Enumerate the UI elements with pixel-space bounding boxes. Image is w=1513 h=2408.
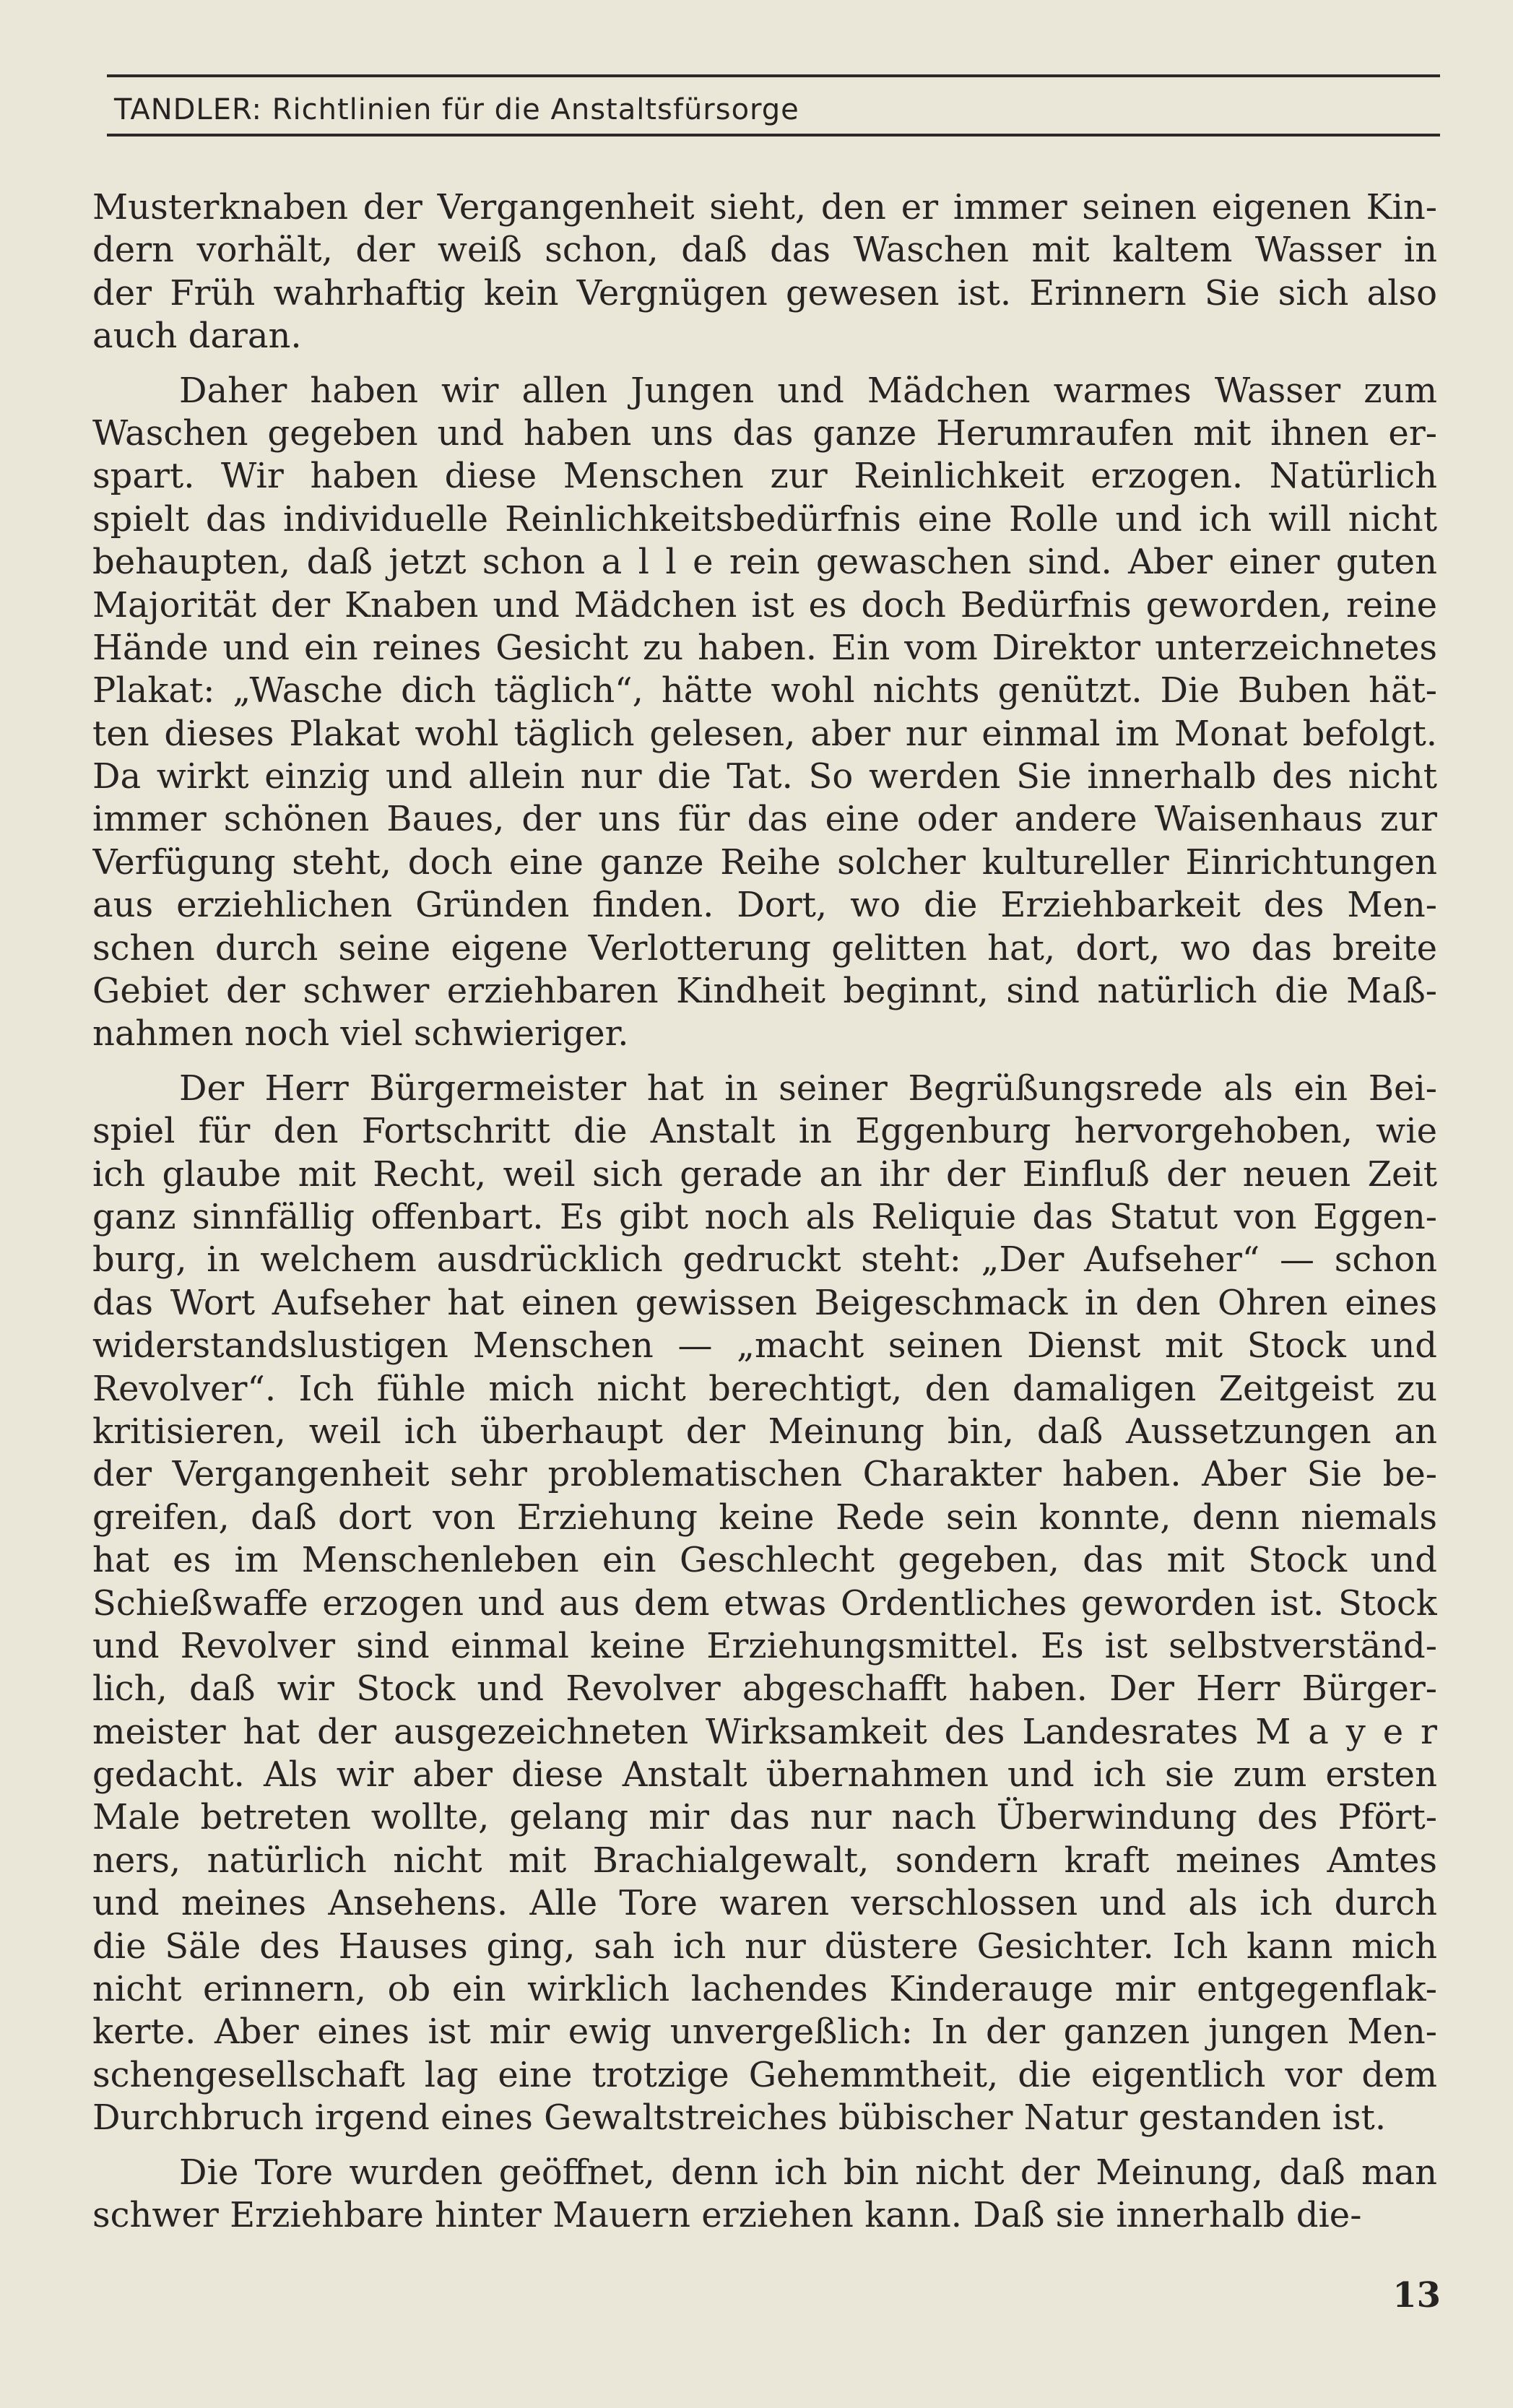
text-line: Die Tore wurden geöffnet, denn ich bin nicht der Meinung, daß man (179, 2152, 1437, 2193)
text-line: Schießwaffe erzogen und aus dem etwas Ordentliches geworden ist. Stock (92, 1582, 1437, 1624)
page-number: 13 (1392, 2275, 1441, 2316)
text-line: Male betreten wollte, gelang mir das nur nach Überwindung des Pfört- (92, 1797, 1437, 1838)
text-line: Waschen gegeben und haben uns das ganze Herumraufen mit ihnen er- (92, 412, 1437, 454)
text-line: Musterknaben der Vergangenheit sieht, den er immer seinen eigenen Kin- (92, 187, 1437, 228)
header-author: TANDLER (114, 93, 252, 126)
text-line: Gebiet der schwer erziehbaren Kindheit beginnt, sind natürlich die Maß- (92, 971, 1437, 1012)
text-line: nahmen noch viel schwieriger. (92, 1013, 629, 1054)
text-line: greifen, daß dort von Erziehung keine Rede sein konnte, denn niemals (92, 1497, 1437, 1538)
text-line: burg, in welchem ausdrücklich gedruckt steht: „Der Aufseher“ — schon (92, 1239, 1437, 1281)
text-line: ich glaube mit Recht, weil sich gerade an ihr der Einfluß der neuen Zeit (92, 1153, 1437, 1195)
text-line: meister hat der ausgezeichneten Wirksamkeit des Landesrates M a y e r (92, 1711, 1437, 1752)
paragraph-gap (92, 2140, 1437, 2152)
text-line: gedacht. Als wir aber diese Anstalt übernahmen und ich sie zum ersten (92, 1754, 1437, 1796)
text-line: der Früh wahrhaftig kein Vergnügen gewesen ist. Erinnern Sie sich also (92, 272, 1437, 313)
paragraph (92, 370, 1437, 1056)
text-line: und meines Ansehens. Alle Tore waren verschlossen und als ich durch (92, 1883, 1437, 1924)
text-line: lich, daß wir Stock und Revolver abgeschafft haben. Der Herr Bürger- (92, 1668, 1437, 1710)
text-line: hat es im Menschenleben ein Geschlecht gegeben, das mit Stock und (92, 1540, 1437, 1581)
header-rule-top (107, 74, 1440, 77)
text-line: die Säle des Hauses ging, sah ich nur düstere Gesichter. Ich kann mich (92, 1926, 1437, 1967)
text-line: aus erziehlichen Gründen finden. Dort, wo die Erziehbarkeit des Men- (92, 885, 1437, 926)
text-line: spiel für den Fortschritt die Anstalt in Eggenburg hervorgehoben, wie (92, 1111, 1437, 1152)
paragraph (92, 2152, 1437, 2238)
text-line: Plakat: „Wasche dich täglich“, hätte wohl nichts genützt. Die Buben hät- (92, 670, 1437, 711)
text-line: Verfügung steht, doch eine ganze Reihe solcher kultureller Einrichtungen (92, 841, 1437, 883)
text-line: Majorität der Knaben und Mädchen ist es doch Bedürfnis geworden, reine (92, 584, 1437, 625)
text-line: immer schönen Baues, der uns für das eine oder andere Waisenhaus zur (92, 799, 1437, 840)
text-line: Revolver“. Ich fühle mich nicht berechtigt, den damaligen Zeitgeist zu (92, 1368, 1437, 1409)
body-text (92, 186, 1437, 2237)
text-line: schen durch seine eigene Verlotterung gelitten hat, dort, wo das breite (92, 927, 1437, 969)
text-line: spielt das individuelle Reinlichkeitsbedürfnis eine Rolle und ich will nicht (92, 498, 1437, 540)
text-line: spart. Wir haben diese Menschen zur Reinlichkeit erzogen. Natürlich (92, 456, 1437, 497)
text-line: ganz sinnfällig offenbart. Es gibt noch als Reliquie das Statut von Eggen- (92, 1196, 1437, 1237)
text-line: dern vorhält, der weiß schon, daß das Waschen mit kaltem Wasser in (92, 230, 1437, 271)
text-line: Daher haben wir allen Jungen und Mädchen warmes Wasser zum (179, 370, 1437, 411)
header-separator: : (251, 93, 272, 126)
text-line: Durchbruch irgend eines Gewaltstreiches bübischer Natur gestanden ist. (92, 2097, 1387, 2139)
text-line: schwer Erziehbare hinter Mauern erziehen kann. Daß sie innerhalb die- (92, 2194, 1362, 2235)
text-line: Der Herr Bürgermeister hat in seiner Begrüßungsrede als ein Bei- (179, 1067, 1437, 1109)
text-line: kritisieren, weil ich überhaupt der Meinung bin, daß Aussetzungen an (92, 1411, 1437, 1452)
text-line: widerstandslustigen Menschen — „macht seinen Dienst mit Stock und (92, 1325, 1437, 1367)
text-line: nicht erinnern, ob ein wirklich lachendes Kinderauge mir entgegenflak- (92, 1969, 1437, 2010)
running-header (114, 88, 1436, 131)
header-title: Richtlinien für die Anstaltsfürsorge (272, 93, 799, 126)
text-line: kerte. Aber eines ist mir ewig unvergeßlich: In der ganzen jungen Men- (92, 2011, 1437, 2053)
text-line: der Vergangenheit sehr problematischen Charakter haben. Aber Sie be- (92, 1454, 1437, 1495)
text-line: ners, natürlich nicht mit Brachialgewalt, sondern kraft meines Amtes (92, 1840, 1437, 1881)
text-line: das Wort Aufseher hat einen gewissen Beigeschmack in den Ohren eines (92, 1282, 1437, 1323)
text-line: auch daran. (92, 316, 302, 357)
text-line: schengesellschaft lag eine trotzige Gehemmtheit, die eigentlich vor dem (92, 2054, 1437, 2095)
text-line: behaupten, daß jetzt schon a l l e rein gewaschen sind. Aber einer guten (92, 542, 1437, 583)
header-rule-bottom (107, 134, 1440, 137)
text-line: Da wirkt einzig und allein nur die Tat. So werden Sie innerhalb des nicht (92, 756, 1437, 797)
paragraph (92, 186, 1437, 358)
text-line: ten dieses Plakat wohl täglich gelesen, aber nur einmal im Monat befolgt. (92, 713, 1437, 754)
paragraph-gap (92, 1056, 1437, 1067)
text-line: Hände und ein reines Gesicht zu haben. Ein vom Direktor unterzeichnetes (92, 627, 1437, 668)
text-line: und Revolver sind einmal keine Erziehungsmittel. Es ist selbstverständ- (92, 1625, 1437, 1666)
paragraph (92, 1067, 1437, 2140)
paragraph-gap (92, 358, 1437, 370)
